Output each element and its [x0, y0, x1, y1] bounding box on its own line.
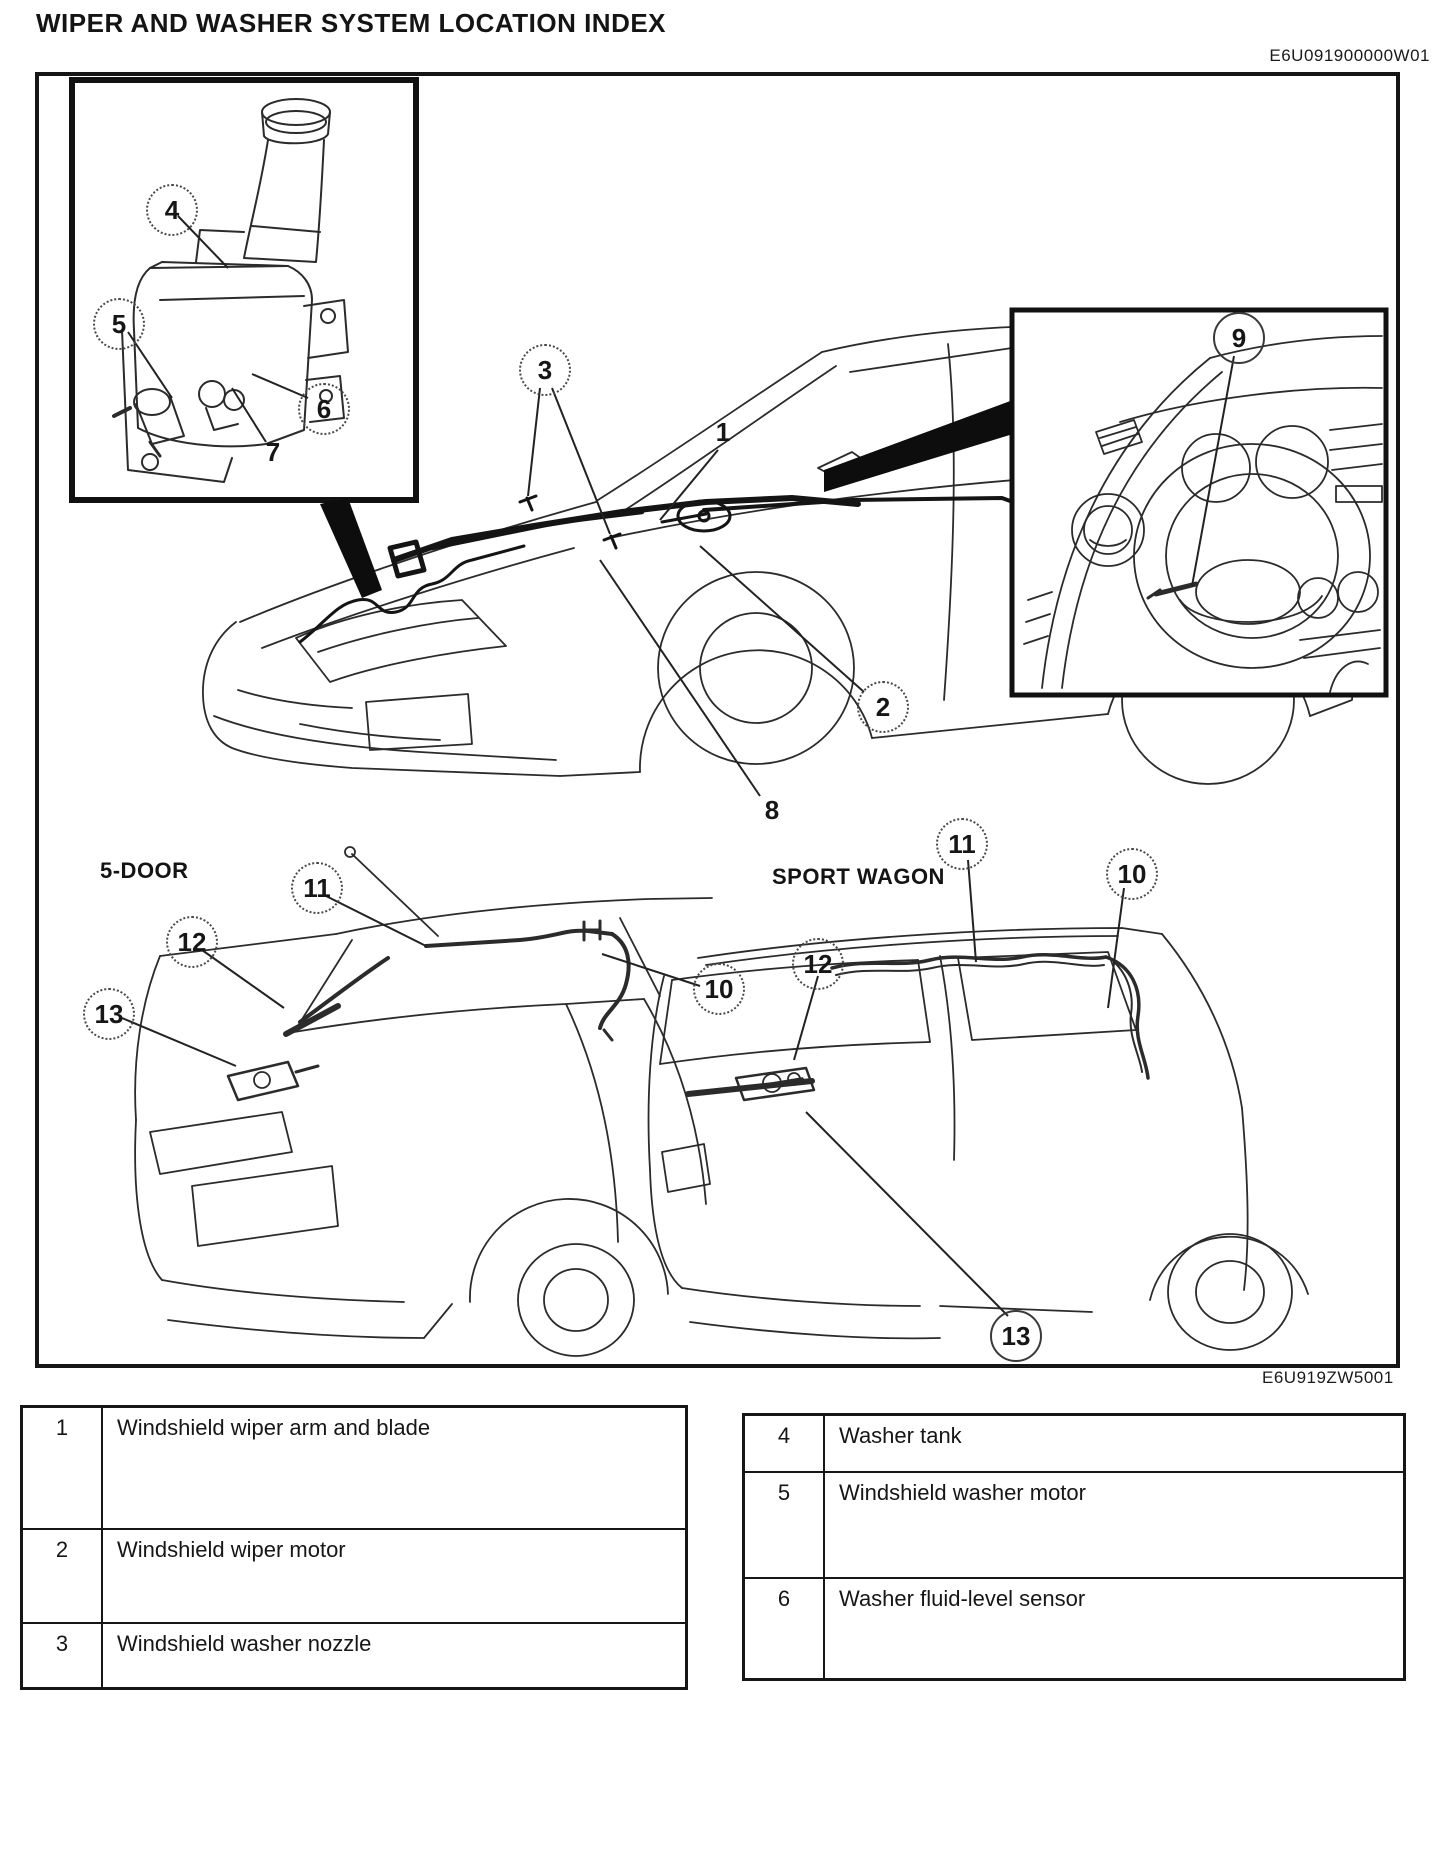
zoom-wedge-left	[320, 498, 382, 598]
legend-table-left	[20, 1405, 688, 1690]
five-door-illustration	[135, 847, 712, 1356]
callout-fluid-level-sensor: 6	[298, 383, 350, 435]
legend-number: 6	[745, 1579, 825, 1678]
callout-eight: 8	[764, 795, 780, 825]
document-code-bottom: E6U919ZW5001	[1262, 1368, 1394, 1387]
legend-row	[745, 1416, 1403, 1471]
callout-seven: 7	[265, 437, 281, 467]
section-label-five-door: 5-DOOR	[100, 858, 189, 883]
legend-description: Washer tank	[839, 1423, 962, 1448]
callout-5door-eleven: 11	[291, 862, 343, 914]
page-title: WIPER AND WASHER SYSTEM LOCATION INDEX	[36, 8, 667, 38]
legend-row	[23, 1408, 685, 1528]
section-label-sport-wagon: SPORT WAGON	[772, 864, 945, 889]
legend-number: 1	[23, 1408, 103, 1528]
callout-wagon-ten: 10	[1106, 848, 1158, 900]
callout-washer-motor: 5	[93, 298, 145, 350]
legend-row	[745, 1577, 1403, 1678]
callout-5door-twelve: 12	[166, 916, 218, 968]
document-code-top: E6U091900000W01	[1269, 46, 1430, 65]
callout-wagon-eleven: 11	[936, 818, 988, 870]
callout-wiper-arm-blade: 1	[715, 417, 731, 447]
zoom-wedge-right	[824, 400, 1013, 492]
legend-description: Windshield wiper motor	[117, 1537, 346, 1562]
callout-washer-nozzle: 3	[519, 344, 571, 396]
callout-wiper-motor: 2	[857, 681, 909, 733]
legend-row	[23, 1528, 685, 1622]
legend-description: Windshield washer motor	[839, 1480, 1086, 1505]
washer-tank-inset-illustration	[72, 80, 416, 500]
callout-wagon-thirteen: 13	[990, 1310, 1042, 1362]
legend-row	[745, 1471, 1403, 1577]
callout-5door-ten: 10	[693, 963, 745, 1015]
callout-wagon-twelve: 12	[792, 938, 844, 990]
legend-description: Washer fluid-level sensor	[839, 1586, 1086, 1611]
legend-row	[23, 1622, 685, 1687]
legend-number: 3	[23, 1624, 103, 1687]
legend-number: 5	[745, 1473, 825, 1577]
callout-washer-tank: 4	[146, 184, 198, 236]
wiper-assembly-illustration	[300, 496, 1040, 642]
legend-number: 4	[745, 1416, 825, 1471]
legend-description: Windshield washer nozzle	[117, 1631, 372, 1656]
legend-table-right	[742, 1413, 1406, 1681]
legend-number: 2	[23, 1530, 103, 1622]
callout-wiper-switch: 9	[1213, 312, 1265, 364]
callout-5door-thirteen: 13	[83, 988, 135, 1040]
dashboard-inset-illustration	[1012, 310, 1386, 695]
legend-description: Windshield wiper arm and blade	[117, 1415, 431, 1440]
